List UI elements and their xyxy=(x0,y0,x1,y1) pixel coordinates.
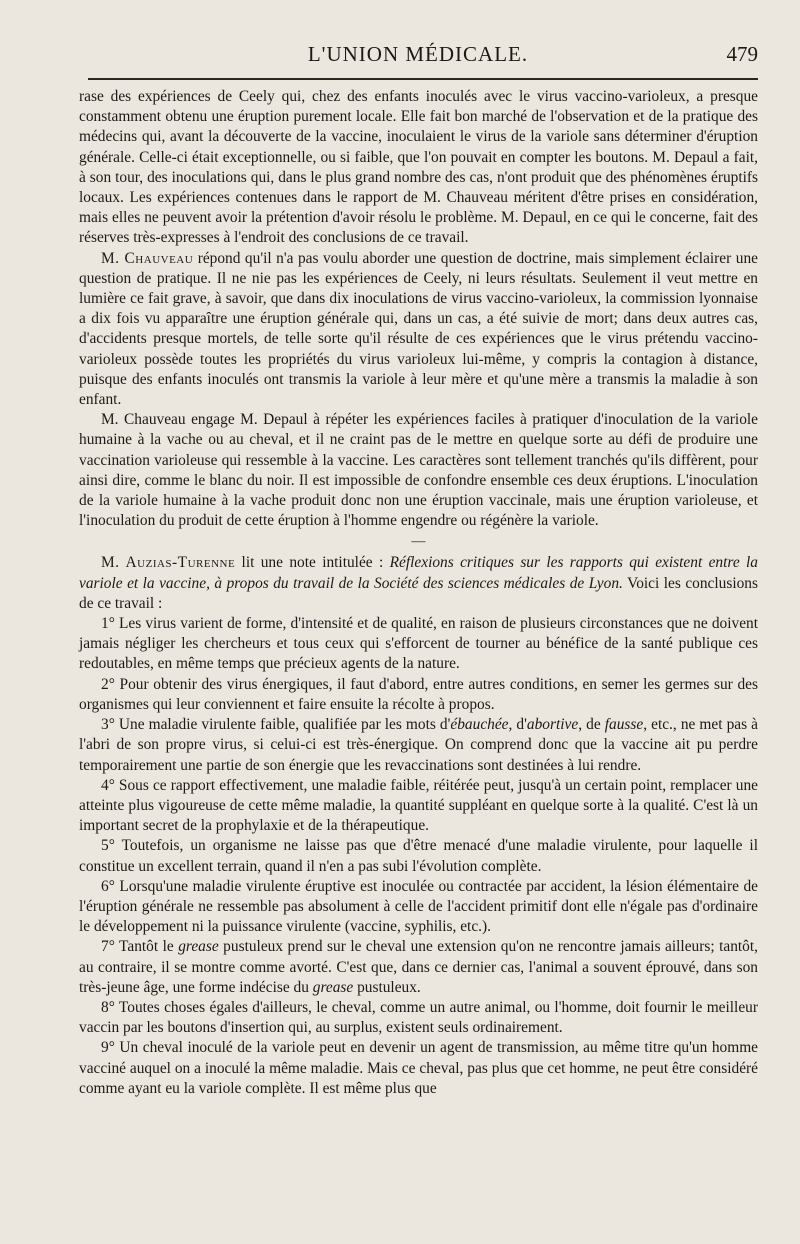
conclusion-1: 1° Les virus varient de forme, d'intensité et de qualité, en raison de plusieurs circonstances que ne doivent jamais négliger les chercheurs et tous ceux qui s'efforcent de tourner au bénéfice de la santé publique ces redoutables, en même temps que précieux agents de la nature. xyxy=(79,615,758,673)
italic-term: abortive xyxy=(526,716,579,734)
conclusion-4: 4° Sous ce rapport effectivement, une maladie faible, réitérée peut, jusqu'à un certain point, remplacer une atteinte plus vigoureuse de cette même maladie, la quantité suppléant en quelque sorte à la qualité. C'est là un important secret de la prophylaxie et de la thérapeutique. xyxy=(79,776,758,835)
text-run: , de xyxy=(578,716,605,734)
italic-term: fausse xyxy=(604,716,644,734)
running-title: L'UNION MÉDICALE. xyxy=(307,42,529,66)
conclusion-7 xyxy=(79,937,758,998)
text-run: pustuleux. xyxy=(353,978,421,996)
speaker-name: M. Auzias-Turenne xyxy=(101,554,236,572)
paragraph-text: lit une note intitulée : xyxy=(235,554,390,572)
conclusion-6: 6° Lorsqu'une maladie virulente éruptive est inoculée ou contractée par accident, la lésion élémentaire de l'éruption générale ne ressemble pas absolument à celle de l'accident primitif dont elle n'égale pas d'ordinaire le développement ni la puissance virulente (vaccine, syphilis, etc.). xyxy=(79,877,758,936)
text-run: 7° Tantôt le xyxy=(101,938,179,956)
conclusion-8: 8° Toutes choses égales d'ailleurs, le cheval, comme un autre animal, ou l'homme, doit fournir le meilleur vaccin par les boutons d'insertion qui, au surplus, existent seuls ordinairement. xyxy=(79,998,758,1037)
text-run: , etc., ne met pas à l'abri de son propre virus, si celui-ci est très-énergique. On comprend donc que la vaccine ait pu perdre temporairement une partie de son énergie que les revaccinations sont destinées à lui rendre. xyxy=(79,716,758,774)
paragraph-auzias-turenne xyxy=(79,553,758,614)
italic-term: grease xyxy=(178,938,219,956)
conclusion-9: 9° Un cheval inoculé de la variole peut en devenir un agent de transmission, au même titre qu'un homme vacciné auquel on a inoculé la même maladie. Mais ce cheval, pas plus que cet homme, ne peut être considéré comme ayant eu la variole complète. Il est même plus que xyxy=(79,1039,758,1097)
header-rule xyxy=(88,78,758,80)
paragraph-text: répond qu'il n'a pas voulu aborder une question de doctrine, mais simplement éclairer une question de pratique. Il ne nie pas les expériences de Ceely, ni leurs résultats. Seulement il veut mettre en lumière ce fait grave, à savoir, que dans dix inoculations de virus vaccino-varioleux, la commission lyonnaise a dix fois vu apparaître une éruption générale qui, dans un cas, a été suivie de mort; dans deux autres cas, d'accidents presque mortels, de telle sorte qu'il résulte de ces expériences que le virus prétendu vaccino-varioleux possède toutes les propriétés du virus varioleux lui-même, y compris la contagion à distance, puisque des enfants inoculés ont transmis la variole à leur mère et qu'une mère a transmis la maladie à son enfant. xyxy=(79,249,758,409)
paragraph-chauveau-reply xyxy=(79,249,758,411)
italic-term: ébauchée xyxy=(450,716,509,734)
italic-term: grease xyxy=(312,978,354,996)
paragraph-chauveau-challenge: M. Chauveau engage M. Depaul à répéter les expériences faciles à pratiquer d'inoculation de la variole humaine à la vache ou au cheval, et il ne craint pas de le mettre en quelque sorte au défi de produire une vaccination varioleuse qui ressemble à la vaccine. Les caractères sont tellement tranchés qu'ils diffèrent, pour ainsi dire, comme le blanc du noir. Il est impossible de confondre ensemble ces deux éruptions. L'inoculation de la variole humaine à la vache produit donc non une éruption vaccinale, mais une éruption varioleuse, et l'inoculation du produit de cette éruption à l'homme engendre ou régénère la variole. xyxy=(79,411,758,530)
paragraph-continuation: rase des expériences de Ceely qui, chez des enfants inoculés avec le virus vaccino-varioleux, a presque constamment obtenu une éruption purement locale. Elle fait bon marché de l'observation et de la pratique des médecins qui, avant la découverte de la vaccine, inoculaient le virus de la variole sans déterminer d'éruption générale. Celle-ci était exceptionnelle, ou si faible, que l'on pouvait en compter les boutons. M. Depaul a fait, à son tour, des inoculations qui, dans le plus grand nombre des cas, n'ont produit que des phénomènes éruptifs locaux. Les expériences contenues dans le rapport de M. Chauveau méritent d'être prises en considération, mais elles ne peuvent avoir la prétention d'avoir résolu le problème. M. Depaul, en ce qui le concerne, fait des réserves très-expresses à l'endroit des conclusions de ce travail. xyxy=(79,88,758,247)
conclusion-5: 5° Toutefois, un organisme ne laisse pas que d'être menacé d'une maladie virulente, pour laquelle il constitue un excellent terrain, quand il n'en a pas subi l'évolution complète. xyxy=(79,837,758,875)
page-header xyxy=(78,40,758,70)
paragraph-text: Voici les conclusions de ce travail : xyxy=(79,574,758,612)
text-run: 3° Une maladie virulente faible, qualifiée par les mots d' xyxy=(101,716,451,734)
text-run: pustuleux prend sur le cheval une extension qu'on ne rencontre jamais ailleurs; tantôt, au contraire, il se montre comme avorté. C'est que, dans ce dernier cas, l'animal a souvent éprouvé, dans son très-jeune âge, une forme indécise du xyxy=(79,938,758,996)
text-run: , d' xyxy=(508,716,527,734)
conclusion-2: 2° Pour obtenir des virus énergiques, il faut d'abord, entre autres conditions, en semer les germes sur des organismes qui leur conviennent et faire ensuite la récolte à propos. xyxy=(79,675,758,713)
section-separator: — xyxy=(411,534,426,550)
speaker-name: M. Chauveau xyxy=(101,249,194,267)
conclusion-3 xyxy=(79,715,758,776)
body-text xyxy=(79,87,758,1099)
note-title: Réflexions critiques sur les rapports qui existent entre la variole et la vaccine, à propos du travail de la Société des sciences médicales de Lyon. xyxy=(79,554,758,592)
page-number: 479 xyxy=(726,42,758,66)
